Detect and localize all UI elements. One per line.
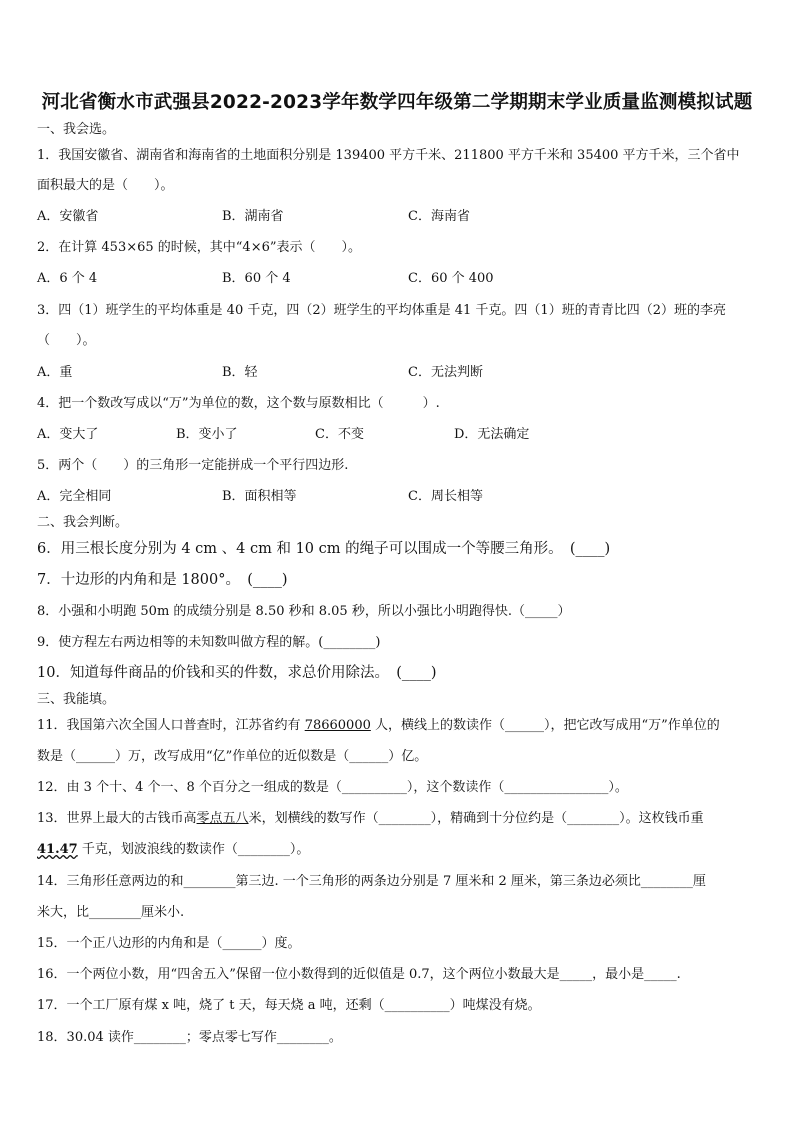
question-14-line-2: 米大，比________厘米小. [37, 905, 185, 920]
question-10: 10．知道每件商品的价钱和买的件数，求总价用除法。 (____) [37, 665, 437, 681]
page-title: 河北省衡水市武强县2022-2023学年数学四年级第二学期期末学业质量监测模拟试题 [41, 92, 753, 113]
question-3-line-2: （ ）。 [37, 333, 96, 348]
question-5-line-1: 5．两个（ ）的三角形一定能拼成一个平行四边形. [37, 458, 349, 473]
question-13-underlined-text: 零点五八 [196, 811, 249, 826]
question-13-suffix: 米，划横线的数写作（________），精确到十分位约是（________）。这枚钱币重 [248, 811, 704, 826]
question-5-option-c: C．周长相等 [408, 489, 483, 504]
question-18: 18．30.04 读作________；零点零七写作________。 [37, 1030, 342, 1045]
question-8: 8．小强和小明跑 50m 的成绩分别是 8.50 秒和 8.05 秒，所以小强比小明跑得快.（_____） [37, 604, 571, 619]
question-11-line-1 [37, 719, 720, 732]
question-11-line-2: 数是（______）万，改写成用“亿”作单位的近似数是（______）亿。 [37, 749, 428, 764]
question-9: 9．使方程左右两边相等的未知数叫做方程的解。(________) [37, 635, 381, 650]
question-1-line-1: 1．我国安徽省、湖南省和海南省的土地面积分别是 139400 平方千米、211800 平方千米和 35400 平方千米，三个省中 [37, 148, 740, 163]
question-4-line-1: 4．把一个数改写成以“万”为单位的数，这个数与原数相比（ ）. [37, 396, 440, 411]
question-14-line-1: 14．三角形任意两边的和________第三边. 一个三角形的两条边分别是 7 厘米和 2 厘米，第三条边必须比________厘 [37, 874, 706, 889]
question-3-option-c: C．无法判断 [408, 365, 483, 380]
question-13-line-2-suffix: 千克，划波浪线的数读作（________）。 [77, 842, 310, 857]
question-6: 6．用三根长度分别为 4 cm 、4 cm 和 10 cm 的绳子可以围成一个等腰三角形。 (____) [37, 541, 611, 557]
question-16: 16．一个两位小数，用“四舍五入”保留一位小数得到的近似值是 0.7，这个两位小数最大是_____，最小是_____. [37, 967, 681, 982]
question-5-option-a: A．完全相同 [37, 489, 112, 504]
question-5-option-b: B．面积相等 [222, 489, 297, 504]
question-13-line-1 [37, 812, 704, 825]
question-7: 7．十边形的内角和是 1800°。 (____) [37, 572, 288, 588]
question-13-wavy-number: 41.47 [37, 842, 78, 857]
section-heading-judge: 二、我会判断。 [37, 515, 129, 530]
question-2-option-b: B．60 个 4 [222, 271, 291, 286]
question-11-prefix: 11．我国第六次全国人口普查时，江苏省约有 [37, 718, 305, 733]
question-3-option-b: B．轻 [222, 365, 258, 380]
question-13-prefix: 13．世界上最大的古钱币高 [37, 811, 197, 826]
question-4-option-a: A．变大了 [37, 427, 99, 442]
question-2-line-1: 2．在计算 453×65 的时候，其中“4×6”表示（ ）。 [37, 240, 362, 255]
question-1-line-2: 面积最大的是（ ）。 [37, 178, 174, 193]
question-4-option-d: D．无法确定 [454, 427, 530, 442]
question-2-option-c: C．60 个 400 [408, 271, 494, 286]
question-1-option-b: B．湖南省 [222, 209, 284, 224]
question-4-option-b: B．变小了 [176, 427, 238, 442]
question-1-option-a: A．安徽省 [37, 209, 99, 224]
question-11-suffix: 人，横线上的数读作（______），把它改写成用“万”作单位的 [370, 718, 720, 733]
question-3-option-a: A．重 [37, 365, 73, 380]
question-11-underlined-number: 78660000 [304, 718, 371, 733]
question-13-line-2 [37, 843, 309, 856]
question-17: 17．一个工厂原有煤 x 吨，烧了 t 天，每天烧 a 吨，还剩（__________）吨煤没有烧。 [37, 998, 541, 1013]
question-2-option-a: A．6 个 4 [37, 271, 98, 286]
section-heading-choice: 一、我会选。 [37, 122, 116, 137]
question-12: 12．由 3 个十、4 个一、8 个百分之一组成的数是（__________），这个数读作（________________）。 [37, 780, 628, 795]
question-15: 15．一个正八边形的内角和是（______）度。 [37, 936, 301, 951]
question-3-line-1: 3．四（1）班学生的平均体重是 40 千克，四（2）班学生的平均体重是 41 千克。四（1）班的青青比四（2）班的李亮 [37, 303, 726, 318]
question-1-option-c: C．海南省 [408, 209, 470, 224]
section-heading-fill: 三、我能填。 [37, 692, 116, 707]
question-4-option-c: C．不变 [315, 427, 364, 442]
